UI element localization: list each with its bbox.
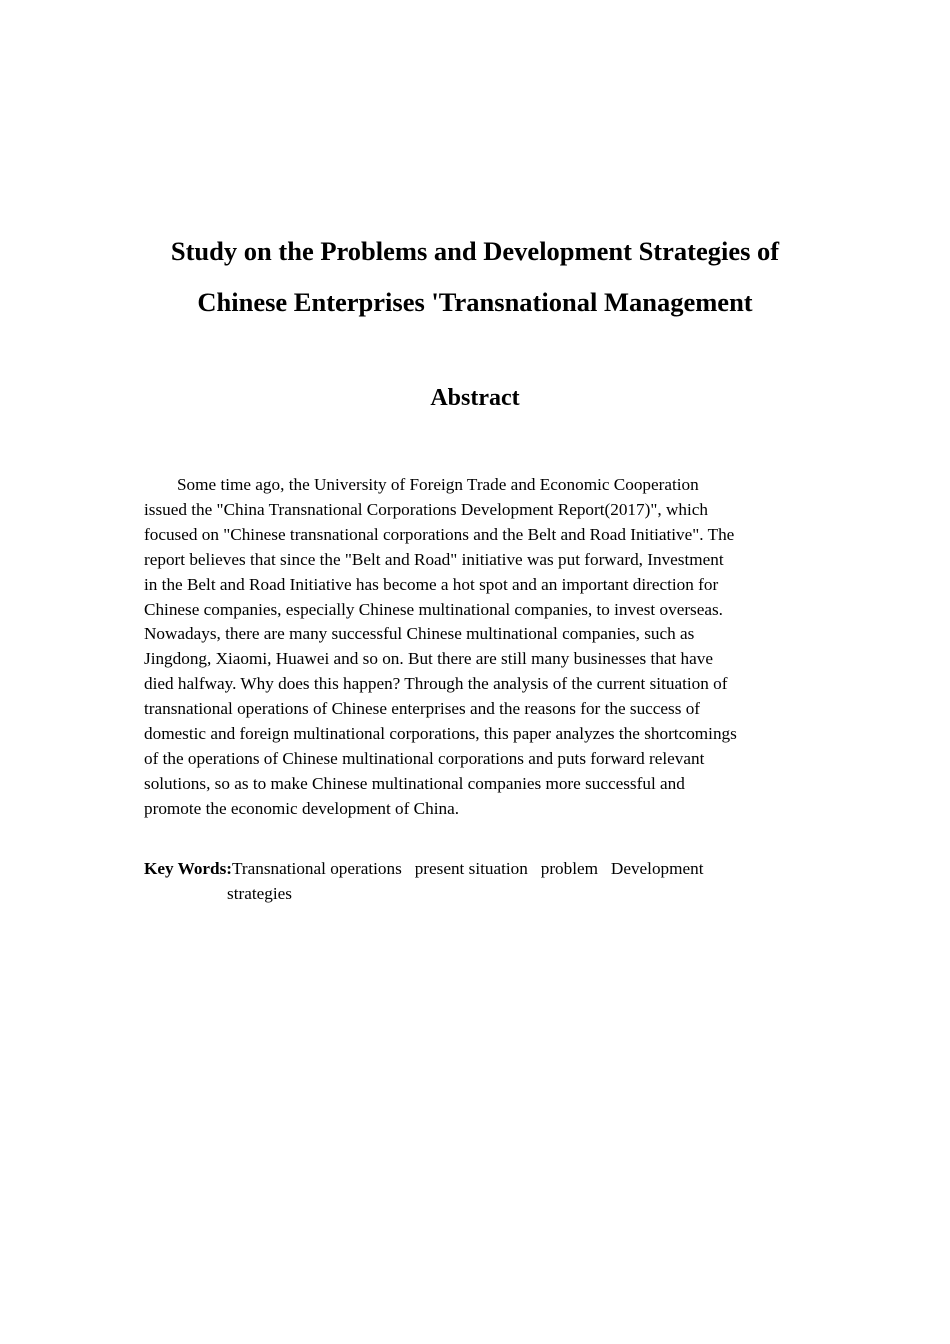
keyword: present situation [414,859,528,878]
paper-title-line-2: Chinese Enterprises 'Transnational Management [197,287,753,317]
keywords-label: Key Words: [144,859,233,878]
abstract-line: died halfway. Why does this happen? Through the analysis of the current situation of [144,674,728,694]
abstract-line: Some time ago, the University of Foreign Trade and Economic Cooperation [177,475,699,494]
abstract-line: promote the economic development of China. [144,798,460,818]
abstract-heading: Abstract [430,385,520,411]
abstract-line: domestic and foreign multinational corporations, this paper analyzes the shortcomings [144,724,737,744]
keyword: Development [610,859,704,878]
paper-title [144,226,806,328]
paper-title-line-1: Study on the Problems and Development Strategies of [170,236,780,266]
abstract-line: issued the "China Transnational Corporations Development Report(2017)", which [144,499,708,519]
abstract-line: report believes that since the "Belt and Road" initiative was put forward, Investment [144,549,724,569]
keywords [144,857,814,907]
abstract-line: Jingdong, Xiaomi, Huawei and so on. But there are still many businesses that have [144,649,713,669]
keywords-continuation: strategies [227,883,292,903]
abstract-line: transnational operations of Chinese enterprises and the reasons for the success of [144,699,701,719]
abstract-line: focused on "Chinese transnational corporations and the Belt and Road Initiative". The [144,524,735,544]
keywords-row [144,857,814,882]
abstract-body [144,473,814,822]
abstract-line: in the Belt and Road Initiative has become a hot spot and an important direction for [144,574,719,594]
keyword: problem [540,859,599,878]
keyword: Transnational operations [232,859,402,878]
abstract-line: Chinese companies, especially Chinese multinational companies, to invest overseas. [144,599,723,619]
abstract-line: Nowadays, there are many successful Chinese multinational companies, such as [144,624,695,644]
abstract-line: solutions, so as to make Chinese multinational companies more successful and [144,773,685,793]
abstract-line: of the operations of Chinese multinational corporations and puts forward relevant [144,748,705,768]
